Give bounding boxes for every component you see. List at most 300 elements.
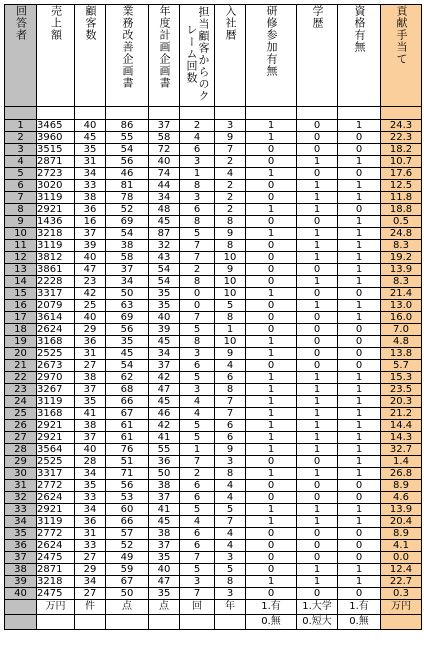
cell-customers: 27 (75, 552, 106, 564)
cell-contribution: 8.3 (381, 276, 422, 288)
spacer-cell (381, 107, 422, 120)
unit-cell: 回 (180, 600, 215, 615)
cell-complaints: 8 (180, 276, 215, 288)
cell-training: 1 (246, 288, 297, 300)
cell-contribution: 24.3 (381, 120, 422, 132)
cell-improvement-proposal: 59 (106, 564, 149, 576)
cell-sales: 3465 (37, 120, 75, 132)
cell-contribution: 5.7 (381, 360, 422, 372)
cell-respondent-id: 15 (5, 288, 37, 300)
cell-complaints: 6 (180, 360, 215, 372)
cell-education: 0 (297, 264, 338, 276)
cell-improvement-proposal: 54 (106, 228, 149, 240)
cell-contribution: 12.5 (381, 180, 422, 192)
cell-training: 1 (246, 228, 297, 240)
cell-tenure: 9 (215, 132, 246, 144)
cell-education: 0 (297, 588, 338, 600)
cell-contribution: 8.9 (381, 480, 422, 492)
cell-respondent-id: 37 (5, 552, 37, 564)
legend-cell: 0.無 (338, 615, 381, 630)
cell-customers: 37 (75, 432, 106, 444)
cell-training: 0 (246, 216, 297, 228)
cell-annual-plan: 42 (149, 372, 180, 384)
cell-tenure: 3 (215, 588, 246, 600)
cell-complaints: 6 (180, 492, 215, 504)
table-row (5, 336, 422, 348)
cell-qualification: 1 (338, 156, 381, 168)
cell-improvement-proposal: 46 (106, 168, 149, 180)
cell-contribution: 0.5 (381, 216, 422, 228)
cell-annual-plan: 37 (149, 360, 180, 372)
cell-education: 0 (297, 132, 338, 144)
cell-complaints: 5 (180, 420, 215, 432)
cell-sales: 3564 (37, 444, 75, 456)
cell-training: 0 (246, 552, 297, 564)
cell-complaints: 8 (180, 336, 215, 348)
table-row (5, 360, 422, 372)
cell-tenure: 6 (215, 432, 246, 444)
cell-complaints: 2 (180, 264, 215, 276)
cell-improvement-proposal: 63 (106, 300, 149, 312)
cell-qualification: 1 (338, 180, 381, 192)
cell-education: 1 (297, 384, 338, 396)
cell-sales: 3515 (37, 144, 75, 156)
cell-contribution: 13.8 (381, 348, 422, 360)
cell-annual-plan: 54 (149, 276, 180, 288)
cell-sales: 2475 (37, 588, 75, 600)
cell-qualification: 0 (338, 348, 381, 360)
cell-qualification: 1 (338, 276, 381, 288)
cell-sales: 2079 (37, 300, 75, 312)
cell-complaints: 5 (180, 228, 215, 240)
cell-education: 1 (297, 276, 338, 288)
cell-respondent-id: 5 (5, 168, 37, 180)
cell-contribution: 0.3 (381, 588, 422, 600)
cell-annual-plan: 37 (149, 540, 180, 552)
cell-education: 1 (297, 444, 338, 456)
table-row (5, 420, 422, 432)
cell-customers: 23 (75, 276, 106, 288)
cell-respondent-id: 9 (5, 216, 37, 228)
cell-tenure: 2 (215, 204, 246, 216)
cell-tenure: 10 (215, 252, 246, 264)
cell-contribution: 13.0 (381, 300, 422, 312)
cell-education: 0 (297, 336, 338, 348)
cell-training: 1 (246, 396, 297, 408)
header-cell-education: 学歴 (297, 5, 338, 107)
cell-education: 1 (297, 156, 338, 168)
cell-respondent-id: 25 (5, 408, 37, 420)
cell-respondent-id: 40 (5, 588, 37, 600)
cell-complaints: 7 (180, 588, 215, 600)
cell-education: 1 (297, 468, 338, 480)
cell-annual-plan: 50 (149, 468, 180, 480)
cell-customers: 37 (75, 384, 106, 396)
cell-tenure: 6 (215, 420, 246, 432)
cell-respondent-id: 14 (5, 276, 37, 288)
cell-sales: 3317 (37, 288, 75, 300)
table-row (5, 516, 422, 528)
cell-education: 1 (297, 372, 338, 384)
table-row (5, 240, 422, 252)
cell-education: 0 (297, 324, 338, 336)
cell-annual-plan: 34 (149, 192, 180, 204)
cell-complaints: 5 (180, 564, 215, 576)
cell-improvement-proposal: 67 (106, 408, 149, 420)
cell-contribution: 11.8 (381, 192, 422, 204)
cell-respondent-id: 38 (5, 564, 37, 576)
table-row (5, 552, 422, 564)
spacer-cell (149, 107, 180, 120)
cell-tenure: 8 (215, 468, 246, 480)
cell-contribution: 4.1 (381, 540, 422, 552)
cell-improvement-proposal: 69 (106, 312, 149, 324)
cell-improvement-proposal: 78 (106, 192, 149, 204)
cell-improvement-proposal: 35 (106, 336, 149, 348)
cell-customers: 16 (75, 216, 106, 228)
cell-training: 0 (246, 264, 297, 276)
cell-customers: 34 (75, 168, 106, 180)
cell-tenure: 2 (215, 156, 246, 168)
cell-improvement-proposal: 38 (106, 240, 149, 252)
cell-annual-plan: 35 (149, 300, 180, 312)
unit-cell: 年 (215, 600, 246, 615)
cell-training: 0 (246, 144, 297, 156)
cell-contribution: 22.3 (381, 132, 422, 144)
cell-complaints: 4 (180, 408, 215, 420)
cell-qualification: 0 (338, 492, 381, 504)
cell-qualification: 1 (338, 264, 381, 276)
table-row (5, 264, 422, 276)
cell-education: 1 (297, 576, 338, 588)
cell-annual-plan: 87 (149, 228, 180, 240)
cell-sales: 2525 (37, 348, 75, 360)
cell-sales: 3861 (37, 264, 75, 276)
cell-training: 1 (246, 168, 297, 180)
table-row (5, 348, 422, 360)
table-row (5, 372, 422, 384)
cell-annual-plan: 45 (149, 336, 180, 348)
cell-qualification: 1 (338, 456, 381, 468)
cell-annual-plan: 40 (149, 156, 180, 168)
cell-tenure: 4 (215, 528, 246, 540)
cell-tenure: 7 (215, 516, 246, 528)
cell-training: 1 (246, 384, 297, 396)
header-cell-improvement-proposal: 業務改善企画書 (106, 5, 149, 107)
table-row (5, 480, 422, 492)
cell-qualification: 0 (338, 204, 381, 216)
cell-training: 1 (246, 468, 297, 480)
cell-education: 0 (297, 168, 338, 180)
cell-education: 1 (297, 564, 338, 576)
cell-tenure: 5 (215, 300, 246, 312)
cell-tenure: 8 (215, 312, 246, 324)
cell-training: 1 (246, 336, 297, 348)
cell-annual-plan: 38 (149, 480, 180, 492)
cell-annual-plan: 38 (149, 528, 180, 540)
spacer-cell (246, 107, 297, 120)
cell-education: 0 (297, 216, 338, 228)
cell-respondent-id: 7 (5, 192, 37, 204)
cell-training: 1 (246, 504, 297, 516)
cell-training: 0 (246, 324, 297, 336)
cell-complaints: 3 (180, 384, 215, 396)
table-row (5, 444, 422, 456)
cell-improvement-proposal: 69 (106, 216, 149, 228)
cell-improvement-proposal: 54 (106, 360, 149, 372)
cell-qualification: 1 (338, 516, 381, 528)
cell-education: 1 (297, 228, 338, 240)
cell-customers: 38 (75, 192, 106, 204)
cell-contribution: 4.8 (381, 336, 422, 348)
cell-sales: 2525 (37, 456, 75, 468)
cell-customers: 35 (75, 144, 106, 156)
cell-customers: 36 (75, 516, 106, 528)
cell-complaints: 6 (180, 480, 215, 492)
legend-cell (37, 615, 75, 630)
cell-complaints: 0 (180, 300, 215, 312)
cell-education: 1 (297, 396, 338, 408)
cell-sales: 3218 (37, 228, 75, 240)
cell-qualification: 0 (338, 528, 381, 540)
cell-qualification: 0 (338, 588, 381, 600)
cell-customers: 28 (75, 456, 106, 468)
legend-cell (106, 615, 149, 630)
cell-respondent-id: 32 (5, 492, 37, 504)
cell-respondent-id: 21 (5, 360, 37, 372)
legend-cell (5, 615, 37, 630)
cell-sales: 2921 (37, 504, 75, 516)
table-row (5, 564, 422, 576)
cell-training: 1 (246, 204, 297, 216)
cell-complaints: 7 (180, 552, 215, 564)
cell-respondent-id: 4 (5, 156, 37, 168)
cell-education: 1 (297, 408, 338, 420)
cell-customers: 41 (75, 408, 106, 420)
spacer-cell (75, 107, 106, 120)
cell-complaints: 5 (180, 372, 215, 384)
cell-tenure: 4 (215, 480, 246, 492)
cell-training: 0 (246, 564, 297, 576)
cell-qualification: 0 (338, 288, 381, 300)
cell-qualification: 1 (338, 468, 381, 480)
cell-education: 0 (297, 552, 338, 564)
cell-customers: 38 (75, 372, 106, 384)
cell-customers: 35 (75, 480, 106, 492)
cell-tenure: 4 (215, 168, 246, 180)
legend-cell (215, 615, 246, 630)
cell-annual-plan: 72 (149, 144, 180, 156)
cell-tenure: 7 (215, 396, 246, 408)
unit-cell: 万円 (37, 600, 75, 615)
cell-respondent-id: 11 (5, 240, 37, 252)
cell-contribution: 32.7 (381, 444, 422, 456)
cell-contribution: 15.3 (381, 372, 422, 384)
cell-contribution: 1.4 (381, 456, 422, 468)
cell-respondent-id: 6 (5, 180, 37, 192)
cell-complaints: 1 (180, 168, 215, 180)
cell-annual-plan: 37 (149, 120, 180, 132)
cell-customers: 40 (75, 120, 106, 132)
cell-qualification: 1 (338, 192, 381, 204)
cell-contribution: 20.4 (381, 516, 422, 528)
cell-respondent-id: 35 (5, 528, 37, 540)
cell-sales: 2772 (37, 528, 75, 540)
cell-contribution: 16.0 (381, 312, 422, 324)
cell-customers: 29 (75, 564, 106, 576)
cell-customers: 40 (75, 252, 106, 264)
cell-customers: 31 (75, 528, 106, 540)
header-spacer-row (5, 107, 422, 120)
table-row (5, 144, 422, 156)
cell-annual-plan: 44 (149, 180, 180, 192)
cell-improvement-proposal: 50 (106, 588, 149, 600)
header-cell-contribution: 貢献手当て (381, 5, 422, 107)
cell-improvement-proposal: 50 (106, 288, 149, 300)
cell-improvement-proposal: 54 (106, 144, 149, 156)
cell-customers: 36 (75, 336, 106, 348)
cell-complaints: 6 (180, 540, 215, 552)
cell-training: 0 (246, 180, 297, 192)
unit-cell: 1.有 (338, 600, 381, 615)
cell-respondent-id: 26 (5, 420, 37, 432)
cell-contribution: 21.4 (381, 288, 422, 300)
cell-tenure: 7 (215, 408, 246, 420)
table-row (5, 216, 422, 228)
cell-improvement-proposal: 56 (106, 156, 149, 168)
cell-annual-plan: 34 (149, 348, 180, 360)
cell-tenure: 8 (215, 240, 246, 252)
cell-sales: 3168 (37, 336, 75, 348)
header-cell-training: 研修参加有無 (246, 5, 297, 107)
table-body (5, 120, 422, 600)
table-row (5, 384, 422, 396)
cell-tenure: 8 (215, 576, 246, 588)
table-row (5, 156, 422, 168)
cell-respondent-id: 27 (5, 432, 37, 444)
table-row (5, 168, 422, 180)
cell-qualification: 1 (338, 372, 381, 384)
cell-qualification: 1 (338, 396, 381, 408)
cell-tenure: 9 (215, 444, 246, 456)
cell-respondent-id: 17 (5, 312, 37, 324)
cell-education: 0 (297, 312, 338, 324)
header-cell-customers: 顧客数 (75, 5, 106, 107)
cell-improvement-proposal: 67 (106, 576, 149, 588)
cell-education: 0 (297, 480, 338, 492)
cell-improvement-proposal: 53 (106, 492, 149, 504)
cell-complaints: 4 (180, 132, 215, 144)
cell-improvement-proposal: 66 (106, 516, 149, 528)
cell-sales: 3119 (37, 240, 75, 252)
table-row (5, 192, 422, 204)
cell-tenure: 10 (215, 276, 246, 288)
cell-customers: 37 (75, 228, 106, 240)
cell-tenure: 6 (215, 372, 246, 384)
cell-education: 0 (297, 348, 338, 360)
header-cell-respondent: 回答者 (5, 5, 37, 107)
cell-improvement-proposal: 61 (106, 432, 149, 444)
cell-tenure: 4 (215, 492, 246, 504)
unit-cell: 1.有 (246, 600, 297, 615)
cell-improvement-proposal: 71 (106, 468, 149, 480)
cell-complaints: 5 (180, 504, 215, 516)
cell-customers: 31 (75, 156, 106, 168)
cell-customers: 42 (75, 288, 106, 300)
cell-qualification: 1 (338, 444, 381, 456)
cell-contribution: 19.2 (381, 252, 422, 264)
cell-annual-plan: 47 (149, 384, 180, 396)
unit-cell: 点 (149, 600, 180, 615)
cell-improvement-proposal: 37 (106, 264, 149, 276)
cell-respondent-id: 29 (5, 456, 37, 468)
cell-sales: 1436 (37, 216, 75, 228)
cell-annual-plan: 45 (149, 216, 180, 228)
cell-respondent-id: 12 (5, 252, 37, 264)
cell-improvement-proposal: 49 (106, 552, 149, 564)
header-row (5, 5, 422, 107)
cell-improvement-proposal: 58 (106, 252, 149, 264)
cell-customers: 45 (75, 132, 106, 144)
cell-complaints: 7 (180, 456, 215, 468)
cell-sales: 3020 (37, 180, 75, 192)
cell-complaints: 6 (180, 528, 215, 540)
cell-education: 1 (297, 516, 338, 528)
cell-training: 0 (246, 300, 297, 312)
cell-contribution: 24.8 (381, 228, 422, 240)
cell-customers: 34 (75, 504, 106, 516)
cell-training: 1 (246, 516, 297, 528)
cell-education: 1 (297, 420, 338, 432)
cell-contribution: 8.3 (381, 240, 422, 252)
cell-complaints: 5 (180, 432, 215, 444)
cell-contribution: 12.4 (381, 564, 422, 576)
cell-contribution: 0.0 (381, 552, 422, 564)
cell-annual-plan: 54 (149, 264, 180, 276)
cell-improvement-proposal: 61 (106, 420, 149, 432)
cell-complaints: 3 (180, 192, 215, 204)
cell-customers: 35 (75, 396, 106, 408)
cell-respondent-id: 16 (5, 300, 37, 312)
cell-improvement-proposal: 52 (106, 204, 149, 216)
cell-training: 0 (246, 276, 297, 288)
cell-respondent-id: 22 (5, 372, 37, 384)
cell-contribution: 4.6 (381, 492, 422, 504)
cell-complaints: 2 (180, 120, 215, 132)
cell-respondent-id: 31 (5, 480, 37, 492)
cell-customers: 47 (75, 264, 106, 276)
cell-education: 0 (297, 144, 338, 156)
table-row (5, 132, 422, 144)
cell-qualification: 0 (338, 324, 381, 336)
table-row (5, 288, 422, 300)
cell-annual-plan: 45 (149, 396, 180, 408)
cell-sales: 3218 (37, 576, 75, 588)
table-row (5, 504, 422, 516)
cell-tenure: 9 (215, 264, 246, 276)
table-row (5, 396, 422, 408)
cell-annual-plan: 35 (149, 288, 180, 300)
legend-cell: 0.短大 (297, 615, 338, 630)
cell-annual-plan: 36 (149, 456, 180, 468)
cell-training: 0 (246, 588, 297, 600)
cell-training: 1 (246, 408, 297, 420)
unit-row (5, 600, 422, 615)
cell-respondent-id: 24 (5, 396, 37, 408)
cell-contribution: 18.2 (381, 144, 422, 156)
cell-customers: 36 (75, 204, 106, 216)
cell-contribution: 13.9 (381, 264, 422, 276)
